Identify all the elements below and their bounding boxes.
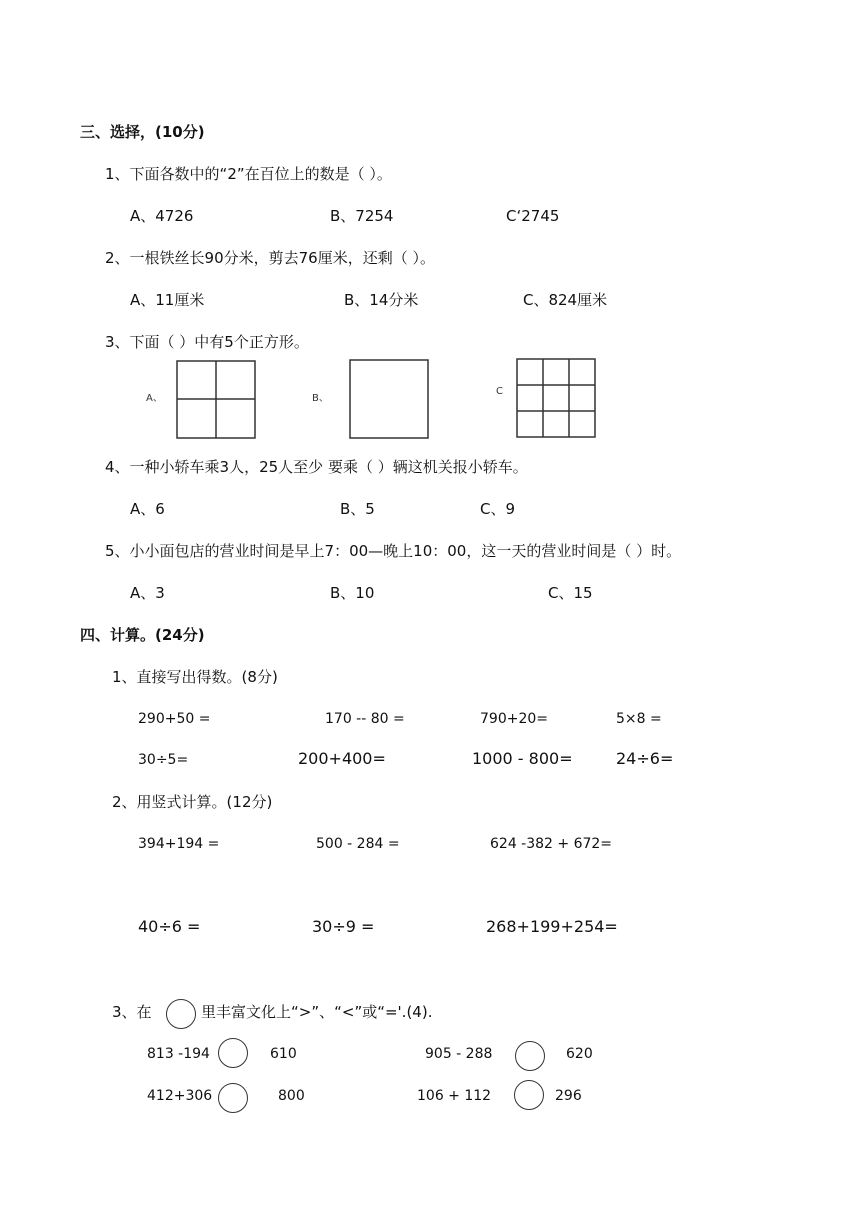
figure-a-2x2-grid: [176, 360, 258, 440]
calc-1-2: 170 -- 80 =: [325, 711, 405, 727]
compare-1-circle[interactable]: [218, 1038, 248, 1068]
compare-3-circle[interactable]: [218, 1083, 248, 1113]
calc-2-4: 40÷6 =: [138, 917, 201, 936]
compare-1-left: 813 -194: [147, 1046, 210, 1062]
compare-3-right: 800: [278, 1088, 305, 1104]
compare-3-left: 412+306: [147, 1088, 213, 1104]
calc-1-3: 790+20=: [480, 711, 548, 727]
calc-2-6: 268+199+254=: [486, 917, 618, 936]
calc-1-6: 200+400=: [298, 749, 386, 768]
question-1-option-b: B、7254: [330, 207, 394, 225]
calc-2-1: 394+194 =: [138, 836, 220, 852]
question-4-option-c: C、9: [480, 500, 516, 518]
calc-2-2: 500 - 284 =: [316, 836, 400, 852]
question-1-stem: 1、下面各数中的“2”在百位上的数是（ ）。: [105, 165, 392, 183]
calc-1-8: 24÷6=: [616, 749, 674, 768]
question-3-stem: 3、下面（ ）中有5个正方形。: [105, 333, 309, 351]
question-3-label-b: B、: [312, 393, 329, 404]
question-2-option-a: A、11厘米: [130, 291, 205, 309]
compare-2-left: 905 - 288: [425, 1046, 493, 1062]
question-2-option-b: B、14分米: [344, 291, 419, 309]
compare-2-right: 620: [566, 1046, 593, 1062]
compare-4-left: 106 + 112: [417, 1088, 492, 1104]
part-3-title-post: 里丰富文化上“>”、“<”或“='.(4).: [201, 1003, 433, 1021]
compare-4-circle[interactable]: [514, 1080, 544, 1110]
calc-2-5: 30÷9 =: [312, 917, 375, 936]
figure-c-3x3-grid: [516, 358, 598, 440]
question-2-option-c: C、824厘米: [523, 291, 608, 309]
question-2-stem: 2、一根铁丝长90分米，剪去76厘米，还剩（ ）。: [105, 249, 435, 267]
calc-1-7: 1000 - 800=: [472, 749, 573, 768]
section-3-heading: 三、选择，(10分): [80, 123, 205, 141]
compare-1-right: 610: [270, 1046, 297, 1062]
question-5-option-a: A、3: [130, 584, 165, 602]
compare-2-circle[interactable]: [515, 1041, 545, 1071]
calc-2-3: 624 -382 + 672=: [490, 836, 613, 852]
part-3-title-circle: [166, 999, 196, 1029]
calc-1-5: 30÷5=: [138, 752, 189, 768]
question-4-option-b: B、5: [340, 500, 375, 518]
part-2-title: 2、用竖式计算。(12分): [112, 793, 273, 811]
question-1-option-c: C‘2745: [506, 207, 560, 225]
question-4-stem: 4、一种小轿车乘3人，25人至少 要乘（ ）辆这机关报小轿车。: [105, 458, 528, 476]
question-1-option-a: A、4726: [130, 207, 194, 225]
question-5-option-c: C、15: [548, 584, 593, 602]
figure-b-single-square: [349, 359, 431, 441]
compare-4-right: 296: [555, 1088, 582, 1104]
question-3-label-c: C: [496, 386, 503, 397]
question-3-label-a: A、: [146, 393, 163, 404]
question-5-option-b: B、10: [330, 584, 375, 602]
question-5-stem: 5、小小面包店的营业时间是早上7：00—晚上10：00，这一天的营业时间是（ ）时。: [105, 542, 682, 560]
part-3-title-pre: 3、在: [112, 1003, 152, 1021]
question-4-option-a: A、6: [130, 500, 165, 518]
part-1-title: 1、直接写出得数。(8分): [112, 668, 278, 686]
calc-1-4: 5×8 =: [616, 711, 662, 727]
section-4-heading: 四、计算。(24分): [80, 626, 205, 644]
calc-1-1: 290+50 =: [138, 711, 211, 727]
